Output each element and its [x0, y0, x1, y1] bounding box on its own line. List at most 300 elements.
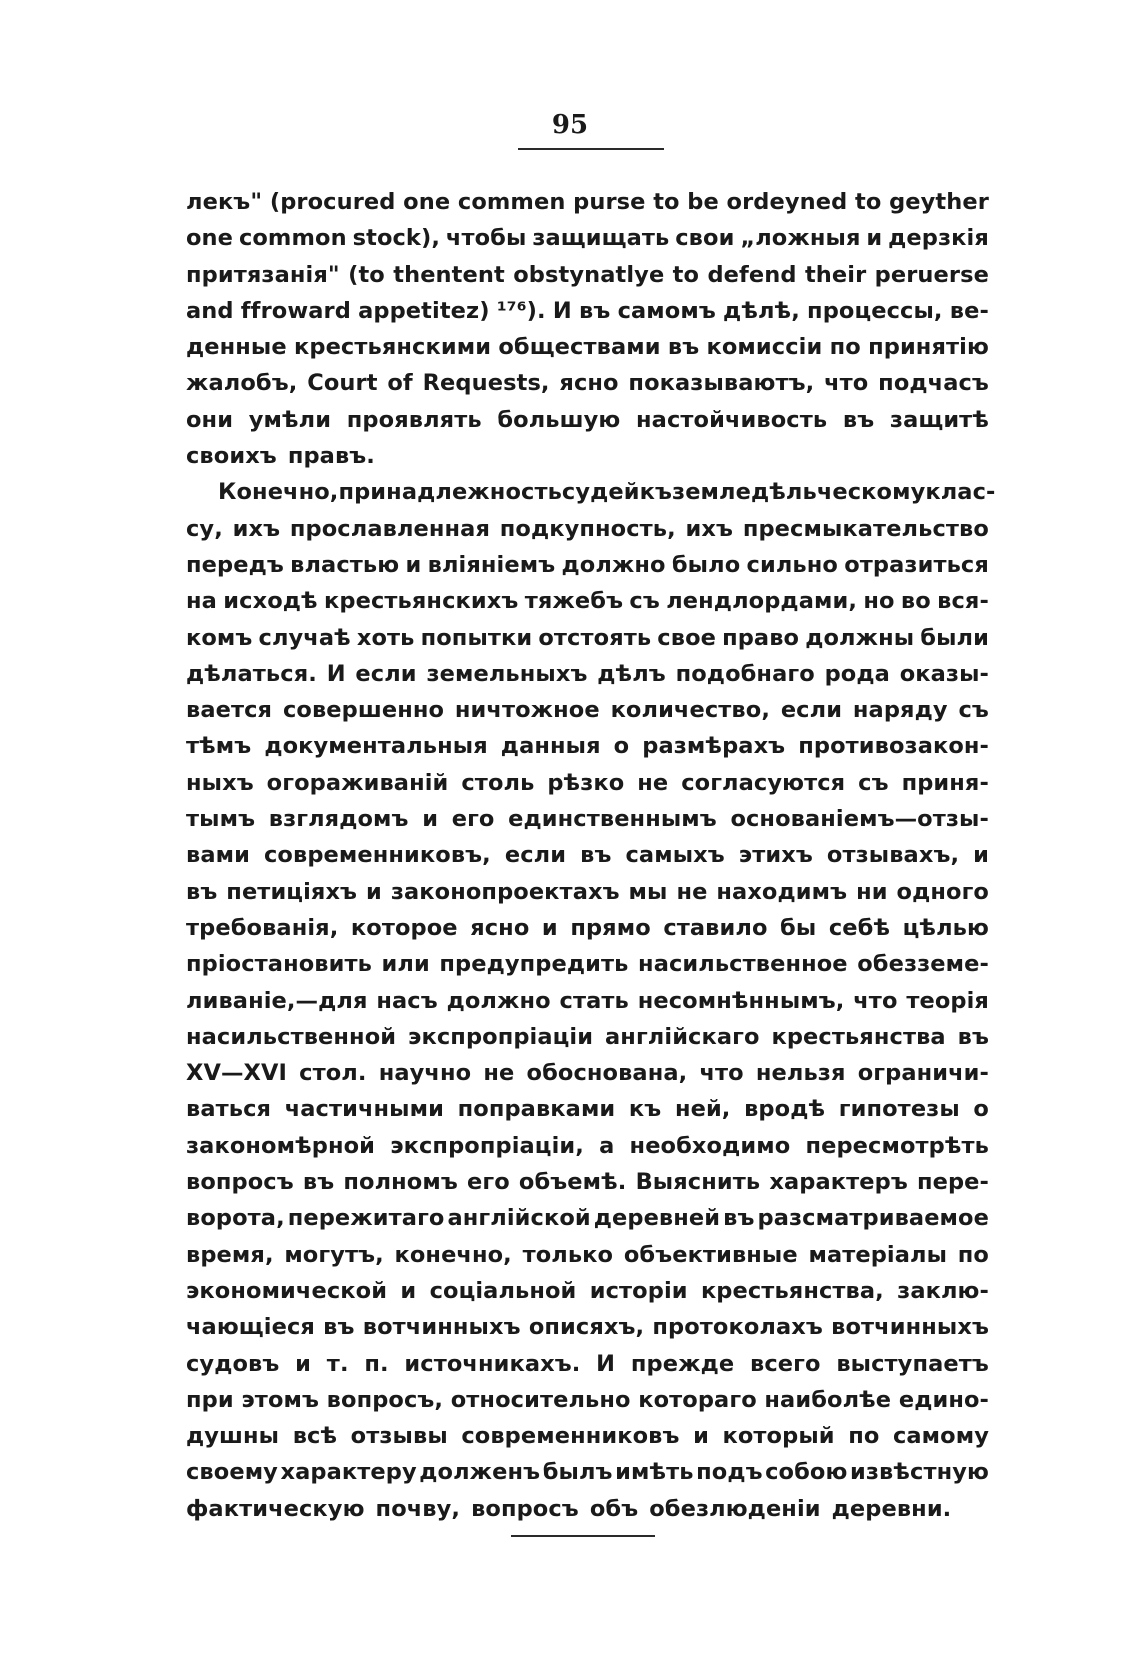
word: деревней [593, 1205, 721, 1232]
paragraph [186, 184, 989, 474]
word: ворота, [186, 1205, 285, 1232]
word: теорія [906, 987, 989, 1014]
word: commen [457, 189, 566, 215]
word: котораго [638, 1386, 757, 1413]
text-line [186, 511, 989, 547]
word: душны [186, 1423, 280, 1450]
word: и [541, 914, 558, 941]
word: И [596, 1350, 616, 1377]
word: п. [364, 1350, 389, 1377]
word: пресмыкательство [742, 515, 989, 542]
word: ограничи- [857, 1060, 989, 1087]
word: рода [824, 660, 890, 687]
word: сильно [746, 551, 838, 578]
word: подкупность, [499, 515, 676, 542]
text-line [186, 1237, 989, 1273]
word: хоть [356, 624, 415, 651]
word: вопросъ [186, 1169, 294, 1196]
word: необходимо [629, 1132, 791, 1159]
word: требованія, [186, 914, 339, 941]
word: случаѣ [258, 624, 351, 651]
word: въ [302, 1169, 335, 1196]
text-line [186, 329, 989, 365]
word: правъ. [287, 443, 375, 470]
word: по [957, 1241, 989, 1268]
text-line [186, 837, 989, 873]
text-line [186, 1164, 989, 1200]
text-line [186, 1346, 989, 1382]
word: наряду [852, 697, 948, 724]
word: судей [561, 479, 640, 506]
word: данныя [500, 733, 601, 760]
word: and [186, 297, 234, 324]
word: экономической [186, 1277, 388, 1304]
word: его [451, 806, 495, 833]
word: пріостановить [186, 951, 372, 978]
word: ней, [674, 1096, 731, 1123]
word: по [829, 334, 861, 361]
word: вопросъ, [326, 1386, 444, 1413]
word: самыхъ [625, 842, 725, 869]
word: большую [497, 406, 621, 433]
word: протоколахъ [652, 1314, 823, 1341]
word: оказы- [899, 660, 989, 687]
word: пересмотрѣть [805, 1132, 989, 1159]
word: выступаетъ [836, 1350, 989, 1377]
word: матеріалы [808, 1241, 948, 1268]
word: ffroward [240, 297, 351, 324]
text-line [186, 1309, 989, 1345]
word: въ [667, 334, 700, 361]
word: наиболѣе [764, 1386, 892, 1413]
word: почву, [375, 1495, 461, 1522]
word: всего [749, 1350, 821, 1377]
footer-rule [511, 1535, 655, 1537]
word: стать [559, 987, 629, 1014]
text-line [186, 1200, 989, 1236]
word: geyther [889, 189, 989, 215]
word: земельныхъ [426, 660, 588, 687]
word: едино- [898, 1386, 989, 1413]
word: притязанія" [186, 261, 340, 288]
word: согласуются [681, 769, 846, 796]
word: Court [307, 370, 378, 397]
word: полномъ [343, 1169, 458, 1196]
word: съ [958, 697, 989, 724]
word: насильственной [186, 1023, 397, 1050]
text-line [186, 910, 989, 946]
word: съ [858, 769, 889, 796]
text-line [186, 257, 989, 293]
word: крестьянства [771, 1023, 946, 1050]
word: одного [896, 878, 989, 905]
text-line [186, 402, 989, 438]
word: по [848, 1423, 880, 1450]
word: прямо [570, 914, 651, 941]
word: а [599, 1132, 615, 1159]
word: подобнаго [675, 660, 815, 687]
word: въ [842, 406, 875, 433]
word: ничтожное [454, 697, 600, 724]
word: къ [628, 1096, 662, 1123]
word: своему [186, 1459, 278, 1486]
word: извѣстную [850, 1459, 989, 1486]
word: Requests, [422, 370, 550, 397]
word: purse [573, 189, 646, 215]
word: описяхъ, [528, 1314, 645, 1341]
word: ихъ [232, 515, 281, 542]
word: stock), [352, 225, 441, 252]
word: отстоять [538, 624, 652, 651]
word: нельзя [755, 1060, 846, 1087]
word: отзывахъ, [826, 842, 960, 869]
word: законопроектахъ [390, 878, 620, 905]
word: (to [348, 261, 385, 288]
word: one [186, 225, 234, 252]
text-line [186, 1128, 989, 1164]
word: ясно [559, 370, 619, 397]
word: прежде [630, 1350, 735, 1377]
word: т. [326, 1350, 349, 1377]
word: долженъ [419, 1459, 541, 1486]
word: чтобы [445, 225, 527, 252]
word: характеръ [769, 1169, 908, 1196]
text-line [186, 692, 989, 728]
word: отразиться [844, 551, 989, 578]
word: вліяніемъ [427, 551, 556, 578]
word: при [186, 1386, 234, 1413]
word: въ [186, 878, 218, 905]
word: ныхъ [186, 769, 254, 796]
word: должны [805, 624, 915, 651]
word: исторіи [589, 1277, 688, 1304]
word: если [504, 842, 567, 869]
word: относительно [450, 1386, 631, 1413]
word: его [467, 1169, 510, 1196]
word: конечно, [394, 1241, 512, 1268]
word: характеру [280, 1459, 417, 1486]
word: они [186, 406, 234, 433]
word: И [326, 660, 346, 687]
word: объ [589, 1495, 639, 1522]
word: обществами [498, 334, 661, 361]
word: во [900, 588, 931, 615]
word: были [920, 624, 989, 651]
word: цѣлью [902, 914, 989, 941]
word: подъ [696, 1459, 763, 1486]
word: обезземе- [857, 951, 989, 978]
word: бы [780, 914, 817, 941]
text-line [186, 184, 989, 220]
word: заклю- [897, 1277, 989, 1304]
word: принятію [868, 334, 989, 361]
word: вами [186, 842, 250, 869]
body-text [186, 184, 996, 1527]
paragraph [186, 474, 996, 1527]
word: дѣлаться. [186, 660, 317, 687]
text-line [186, 1273, 989, 1309]
word: защитѣ [889, 406, 989, 433]
word: of [387, 370, 413, 397]
word: не [483, 1060, 515, 1087]
word: вродѣ [744, 1096, 826, 1123]
word: было [671, 551, 741, 578]
word: денные [186, 334, 287, 361]
word: земледѣльческому [672, 479, 926, 506]
word: И [552, 297, 572, 324]
word: англійской [447, 1205, 591, 1232]
text-line [186, 547, 989, 583]
word: лекъ" [186, 189, 263, 215]
word: что [853, 987, 898, 1014]
word: ве- [949, 297, 989, 324]
word: разсматриваемое [757, 1205, 989, 1232]
word: прославленная [289, 515, 490, 542]
word: самомъ [617, 297, 716, 324]
word: клас- [925, 479, 996, 506]
word: фактическую [186, 1495, 365, 1522]
text-line [186, 874, 989, 910]
word: to [854, 189, 882, 215]
word: рѣзко [547, 769, 625, 796]
word: be [687, 189, 719, 215]
word: въ [579, 297, 611, 324]
word: объективные [623, 1241, 798, 1268]
word: their [804, 261, 867, 288]
text-line [186, 620, 989, 656]
word: право [722, 624, 800, 651]
word: и [400, 1277, 417, 1304]
word: которое [350, 914, 458, 941]
word: размѣрахъ [642, 733, 786, 760]
word: common [238, 225, 347, 252]
word: „ложныя [740, 225, 861, 252]
word: единственнымъ [508, 806, 717, 833]
word: defend [707, 261, 797, 288]
word: совершенно [282, 697, 445, 724]
text-line [186, 365, 989, 401]
word: который [722, 1423, 835, 1450]
word: поправками [457, 1096, 616, 1123]
word: противозакон- [798, 733, 989, 760]
word: су, [186, 515, 223, 542]
word: приня- [901, 769, 989, 796]
word: самому [892, 1423, 989, 1450]
word: дѣлѣ, [723, 297, 800, 324]
word: peruerse [874, 261, 989, 288]
word: судовъ [186, 1350, 280, 1377]
text-line [186, 801, 989, 837]
word: современниковъ, [264, 842, 491, 869]
word: предупредить [439, 951, 629, 978]
word: объемѣ. [518, 1169, 627, 1196]
text-line [186, 1382, 989, 1418]
word: ставило [663, 914, 768, 941]
word: насильственное [638, 951, 848, 978]
word: и [405, 551, 422, 578]
word: въ [580, 842, 612, 869]
word: попытки [420, 624, 533, 651]
word: мы [628, 878, 668, 905]
word: to [653, 189, 680, 215]
text-line [186, 946, 989, 982]
word: въ [323, 1314, 355, 1341]
word: ваться [186, 1096, 272, 1123]
word: закономѣрной [186, 1132, 376, 1159]
word: пере- [916, 1169, 989, 1196]
word: показываютъ, [628, 370, 815, 397]
word: ихъ [685, 515, 734, 542]
word: ни [856, 878, 888, 905]
word: вотчинныхъ [831, 1314, 989, 1341]
word: документальныя [264, 733, 488, 760]
word: тѣмъ [186, 733, 252, 760]
text-line [186, 583, 989, 619]
word: могутъ, [284, 1241, 384, 1268]
word: чающіеся [186, 1314, 315, 1341]
word: жалобъ, [186, 370, 298, 397]
word: частичными [284, 1096, 444, 1123]
word: о [613, 733, 630, 760]
word: свои [675, 225, 735, 252]
text-line [186, 728, 989, 764]
word: проявлять [346, 406, 482, 433]
text-line [186, 765, 989, 801]
word: несомнѣннымъ, [637, 987, 845, 1014]
word: къ [639, 479, 673, 506]
word: на [186, 588, 217, 615]
word: appetitez) [358, 297, 490, 324]
word: крестьянскими [294, 334, 492, 361]
page-number: 95 [551, 110, 589, 140]
word: только [522, 1241, 614, 1268]
word: взглядомъ [268, 806, 409, 833]
word: XV—XVI [186, 1060, 287, 1087]
word: должно [561, 551, 666, 578]
word: комиссіи [706, 334, 823, 361]
word: съ [629, 588, 660, 615]
word: и [366, 878, 382, 905]
word: себѣ [828, 914, 891, 941]
word: своихъ [186, 443, 277, 470]
word: находимъ [716, 878, 848, 905]
word: thentent [393, 261, 505, 288]
word: тымъ [186, 806, 256, 833]
text-line [186, 983, 989, 1019]
text-line [186, 220, 989, 256]
word: передъ [186, 551, 284, 578]
word: въ [957, 1023, 989, 1050]
word: Выяснить [635, 1169, 761, 1196]
word: современниковъ [461, 1423, 680, 1450]
word: Конечно, [218, 479, 339, 506]
word: принадлежность [338, 479, 562, 506]
text-line [186, 438, 989, 474]
word: имѣть [615, 1459, 694, 1486]
word: (procured [269, 189, 396, 215]
word: если [780, 697, 843, 724]
text-line [186, 1019, 989, 1055]
word: и [295, 1350, 312, 1377]
word: не [637, 769, 669, 796]
word: ливаніе,—для [186, 987, 368, 1014]
text-line [186, 1491, 989, 1527]
word: пережитаго [287, 1205, 445, 1232]
word: всѣ [292, 1423, 338, 1450]
word: вопросъ [471, 1495, 579, 1522]
word: источникахъ. [404, 1350, 581, 1377]
word: гипотезы [838, 1096, 960, 1123]
word: вается [186, 697, 273, 724]
word: англійскаго [605, 1023, 760, 1050]
word: что [824, 370, 869, 397]
word: ясно [470, 914, 530, 941]
word: отзывы [350, 1423, 448, 1450]
word: и [693, 1423, 709, 1450]
word: но [863, 588, 895, 615]
word: время, [186, 1241, 274, 1268]
word: если [355, 660, 417, 687]
word: защищать [532, 225, 670, 252]
word: ¹⁷⁶). [496, 297, 546, 324]
word: дѣлъ [597, 660, 666, 687]
word: лендлордами, [666, 588, 857, 615]
header-rule [518, 148, 664, 150]
text-line [186, 1055, 989, 1091]
word: obstynatlye [513, 261, 665, 288]
word: крестьянства, [700, 1277, 884, 1304]
word: дерзкія [888, 225, 989, 252]
word: экспропріаціи, [390, 1132, 584, 1159]
word: процессы, [807, 297, 943, 324]
word: обезлюденіи [649, 1495, 821, 1522]
word: to [672, 261, 700, 288]
word: насъ [376, 987, 438, 1014]
text-line [186, 656, 989, 692]
word: этихъ [738, 842, 813, 869]
word: стол. [299, 1060, 367, 1087]
word: количество, [610, 697, 770, 724]
word: и [422, 806, 439, 833]
word: обоснована, [526, 1060, 688, 1087]
text-line [186, 293, 989, 329]
word: петиціяхъ [226, 878, 358, 905]
word: подчасъ [878, 370, 989, 397]
word: собою [765, 1459, 848, 1486]
word: должно [446, 987, 551, 1014]
word: и [973, 842, 989, 869]
text-line [186, 1418, 989, 1454]
word: вся- [937, 588, 989, 615]
word: вотчинныхъ [362, 1314, 521, 1341]
word: огораживаній [266, 769, 449, 796]
word: научно [378, 1060, 472, 1087]
word: тяжебъ [524, 588, 624, 615]
text-line [186, 474, 996, 510]
word: деревни. [831, 1495, 952, 1522]
word: one [403, 189, 451, 215]
word: столь [461, 769, 535, 796]
word: соціальной [429, 1277, 577, 1304]
text-line [186, 1091, 989, 1127]
word: ordeyned [726, 189, 848, 215]
word: и [866, 225, 883, 252]
word: экспропріаціи [408, 1023, 594, 1050]
word: свое [657, 624, 716, 651]
word: властью [290, 551, 400, 578]
word: умѣли [248, 406, 332, 433]
word: основаніемъ—отзы- [730, 806, 989, 833]
